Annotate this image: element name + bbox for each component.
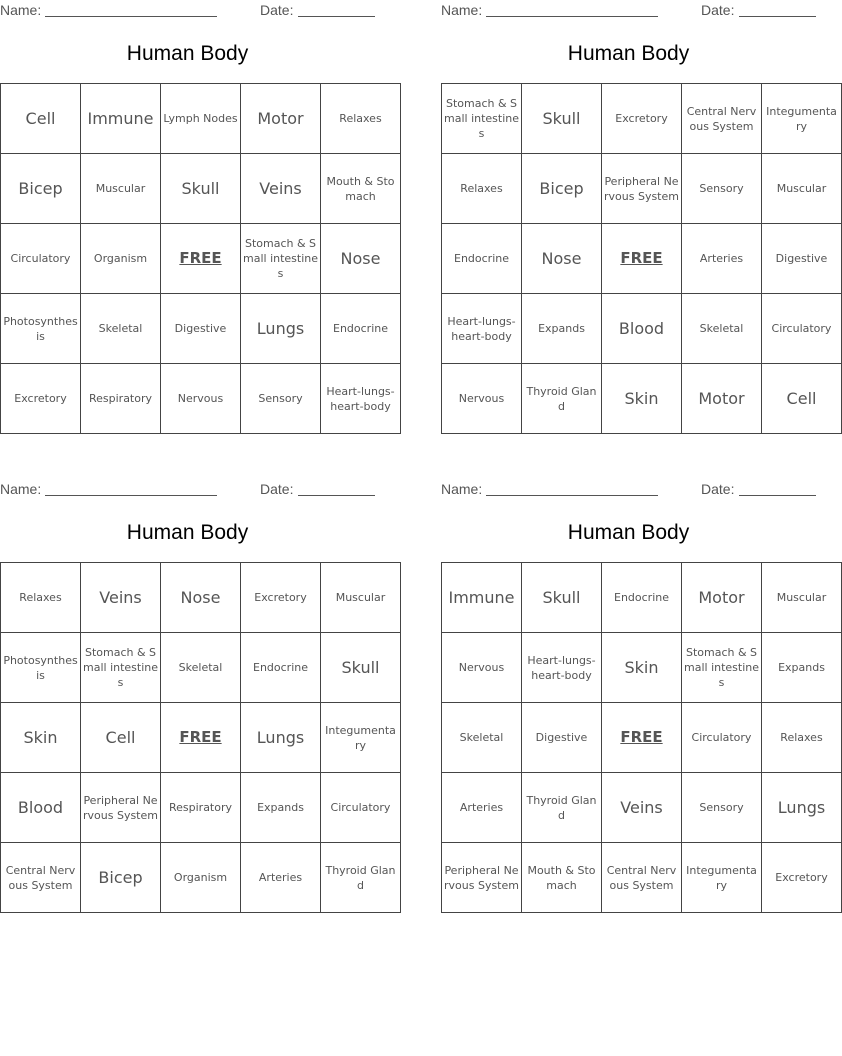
grid-row [1, 843, 401, 913]
bingo-cell: Thyroid Gland [321, 843, 401, 913]
bingo-cell: Skeletal [682, 294, 762, 364]
bingo-cell: Bicep [1, 154, 81, 224]
bingo-cell: Arteries [682, 224, 762, 294]
bingo-cell: Stomach & Small intestines [241, 224, 321, 294]
bingo-cell: Sensory [682, 154, 762, 224]
bingo-cell: Motor [241, 84, 321, 154]
bingo-cell: Skin [1, 703, 81, 773]
bingo-cell: Muscular [762, 563, 842, 633]
bingo-cell: Excretory [762, 843, 842, 913]
bingo-cell: Endocrine [602, 563, 682, 633]
bingo-cell: Endocrine [442, 224, 522, 294]
bingo-cell: Immune [81, 84, 161, 154]
bingo-cell: Cell [1, 84, 81, 154]
bingo-cell: Veins [81, 563, 161, 633]
card-title: Human Body [567, 42, 690, 65]
bingo-cell: Lungs [241, 294, 321, 364]
grid-row [1, 294, 401, 364]
name-label: Name: [0, 2, 42, 18]
grid-row [1, 364, 401, 434]
bingo-cell: Skeletal [442, 703, 522, 773]
grid-row [442, 84, 842, 154]
bingo-grid [0, 83, 401, 434]
bingo-cell: Respiratory [81, 364, 161, 434]
free-space-cell: FREE [602, 224, 682, 294]
bingo-cell: Stomach & Small intestines [442, 84, 522, 154]
bingo-cell: Motor [682, 563, 762, 633]
bingo-cell: Circulatory [321, 773, 401, 843]
grid-row [1, 633, 401, 703]
card-title: Human Body [126, 42, 249, 65]
bingo-cell: Arteries [442, 773, 522, 843]
bingo-card-3 [0, 479, 396, 892]
bingo-cell: Blood [602, 294, 682, 364]
free-space-cell: FREE [161, 703, 241, 773]
bingo-card-4 [441, 479, 828, 892]
bingo-cell: Mouth & Stomach [321, 154, 401, 224]
name-date-line [0, 479, 375, 501]
bingo-cell: Digestive [161, 294, 241, 364]
name-label: Name: [441, 481, 483, 497]
grid-row [442, 154, 842, 224]
bingo-cell: Bicep [81, 843, 161, 913]
name-blank-line [486, 495, 658, 496]
bingo-cell: Nose [321, 224, 401, 294]
bingo-cell: Stomach & Small intestines [682, 633, 762, 703]
bingo-cell: Organism [81, 224, 161, 294]
bingo-cell: Blood [1, 773, 81, 843]
bingo-cell: Photosynthesis [1, 294, 81, 364]
free-space-cell: FREE [161, 224, 241, 294]
bingo-cell: Organism [161, 843, 241, 913]
bingo-cell: Nose [161, 563, 241, 633]
bingo-cell: Nervous [161, 364, 241, 434]
date-label: Date: [260, 481, 294, 497]
card-title: Human Body [567, 521, 690, 544]
name-label: Name: [0, 481, 42, 497]
bingo-cell: Sensory [682, 773, 762, 843]
bingo-cell: Central Nervous System [602, 843, 682, 913]
name-date-line [0, 0, 375, 22]
bingo-cell: Photosynthesis [1, 633, 81, 703]
bingo-cell: Integumentary [321, 703, 401, 773]
bingo-cell: Lymph Nodes [161, 84, 241, 154]
bingo-cell: Heart-lungs-heart-body [442, 294, 522, 364]
bingo-cell: Motor [682, 364, 762, 434]
date-label: Date: [701, 2, 735, 18]
bingo-cell: Excretory [241, 563, 321, 633]
date-blank-line [739, 16, 816, 17]
bingo-cell: Central Nervous System [682, 84, 762, 154]
bingo-cell: Nervous [442, 364, 522, 434]
grid-row [442, 294, 842, 364]
bingo-cell: Respiratory [161, 773, 241, 843]
bingo-cell: Heart-lungs-heart-body [522, 633, 602, 703]
grid-row [442, 364, 842, 434]
bingo-cell: Excretory [1, 364, 81, 434]
bingo-cell: Mouth & Stomach [522, 843, 602, 913]
grid-row [442, 773, 842, 843]
grid-row [442, 633, 842, 703]
bingo-cell: Heart-lungs-heart-body [321, 364, 401, 434]
date-label: Date: [701, 481, 735, 497]
bingo-cell: Skeletal [81, 294, 161, 364]
name-label: Name: [441, 2, 483, 18]
bingo-grid [441, 83, 842, 434]
bingo-cell: Central Nervous System [1, 843, 81, 913]
card-title: Human Body [126, 521, 249, 544]
bingo-cell: Muscular [81, 154, 161, 224]
name-blank-line [486, 16, 658, 17]
bingo-cell: Lungs [762, 773, 842, 843]
name-date-line [441, 479, 816, 501]
free-space-cell: FREE [602, 703, 682, 773]
bingo-cell: Relaxes [762, 703, 842, 773]
bingo-cell: Circulatory [762, 294, 842, 364]
bingo-cell: Peripheral Nervous System [442, 843, 522, 913]
bingo-cell: Expands [762, 633, 842, 703]
bingo-cell: Excretory [602, 84, 682, 154]
bingo-cell: Integumentary [682, 843, 762, 913]
bingo-cell: Skull [321, 633, 401, 703]
bingo-cell: Thyroid Gland [522, 773, 602, 843]
date-blank-line [739, 495, 816, 496]
bingo-card-1 [0, 0, 395, 413]
name-date-line [441, 0, 816, 22]
bingo-cell: Relaxes [1, 563, 81, 633]
bingo-cell: Digestive [762, 224, 842, 294]
grid-row [442, 563, 842, 633]
bingo-cell: Arteries [241, 843, 321, 913]
bingo-cell: Lungs [241, 703, 321, 773]
bingo-card-2 [441, 0, 837, 413]
grid-row [1, 773, 401, 843]
date-blank-line [298, 495, 375, 496]
bingo-cell: Circulatory [1, 224, 81, 294]
bingo-cell: Stomach & Small intestines [81, 633, 161, 703]
bingo-cell: Nervous [442, 633, 522, 703]
bingo-cell: Relaxes [321, 84, 401, 154]
bingo-cell: Cell [762, 364, 842, 434]
bingo-cell: Skull [522, 563, 602, 633]
bingo-cell: Skull [161, 154, 241, 224]
bingo-cell: Peripheral Nervous System [602, 154, 682, 224]
bingo-cell: Thyroid Gland [522, 364, 602, 434]
bingo-cell: Veins [241, 154, 321, 224]
bingo-grid [441, 562, 842, 913]
grid-row [1, 224, 401, 294]
date-label: Date: [260, 2, 294, 18]
bingo-cell: Relaxes [442, 154, 522, 224]
bingo-cell: Endocrine [321, 294, 401, 364]
bingo-cell: Peripheral Nervous System [81, 773, 161, 843]
bingo-cell: Endocrine [241, 633, 321, 703]
bingo-cell: Skin [602, 364, 682, 434]
grid-row [442, 224, 842, 294]
bingo-cell: Muscular [762, 154, 842, 224]
bingo-cell: Expands [241, 773, 321, 843]
grid-row [1, 563, 401, 633]
bingo-cell: Sensory [241, 364, 321, 434]
bingo-cell: Veins [602, 773, 682, 843]
grid-row [1, 703, 401, 773]
bingo-cell: Bicep [522, 154, 602, 224]
bingo-cell: Digestive [522, 703, 602, 773]
grid-row [1, 84, 401, 154]
bingo-cell: Circulatory [682, 703, 762, 773]
bingo-cell: Muscular [321, 563, 401, 633]
bingo-cell: Expands [522, 294, 602, 364]
bingo-cell: Skeletal [161, 633, 241, 703]
grid-row [1, 154, 401, 224]
bingo-cell: Nose [522, 224, 602, 294]
bingo-cell: Integumentary [762, 84, 842, 154]
bingo-cell: Immune [442, 563, 522, 633]
name-blank-line [45, 495, 217, 496]
name-blank-line [45, 16, 217, 17]
bingo-cell: Skin [602, 633, 682, 703]
date-blank-line [298, 16, 375, 17]
bingo-cell: Skull [522, 84, 602, 154]
grid-row [442, 843, 842, 913]
bingo-cell: Cell [81, 703, 161, 773]
grid-row [442, 703, 842, 773]
bingo-grid [0, 562, 401, 913]
